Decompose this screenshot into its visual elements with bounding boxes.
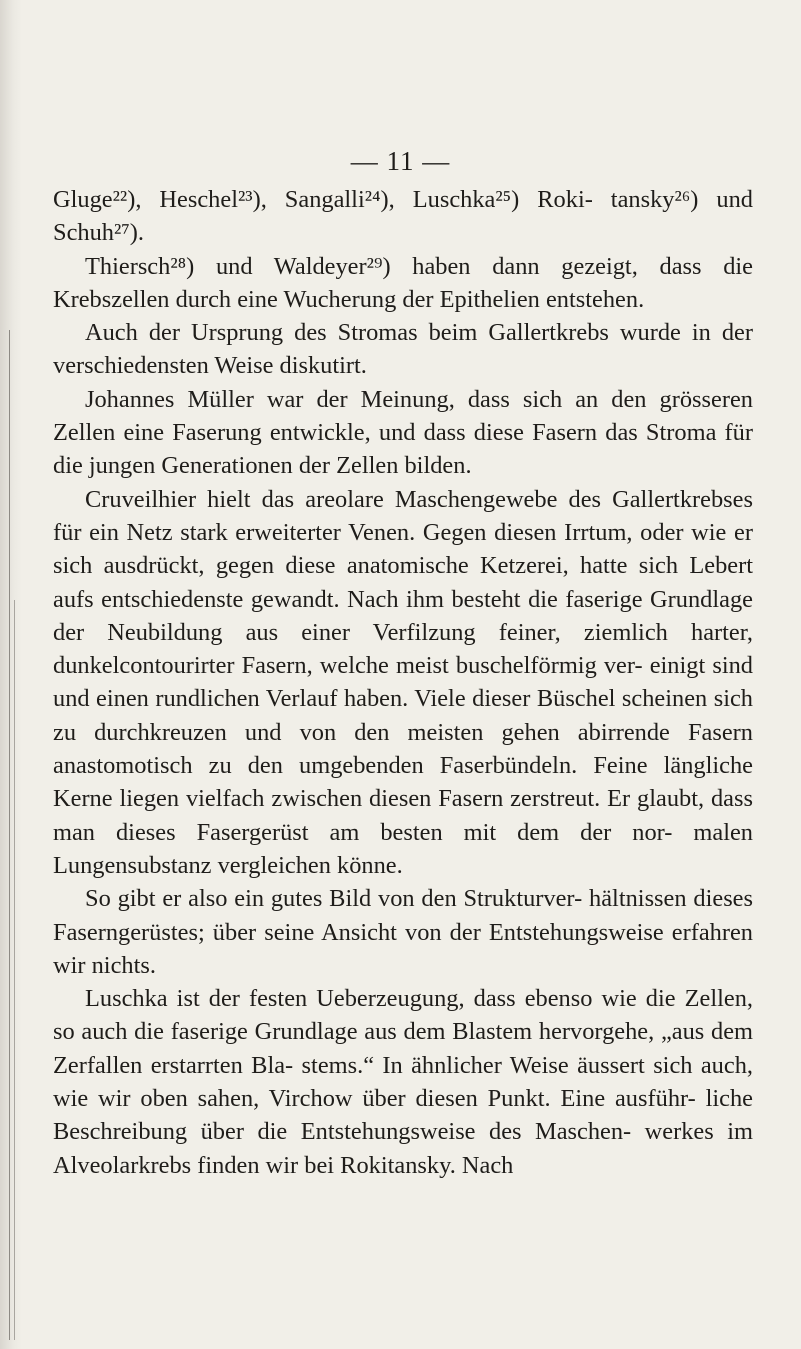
paragraph-cruveilhier: Cruveilhier hielt das areolare Maschengewebe des Gallertkrebses für ein Netz stark erweiterter Venen. Gegen diesen Irrtum, oder wie er sich ausdrückt, gegen diese anatomische Ketzerei, hatte sich Lebert aufs entschiedenste gewandt. Nach ihm besteht die faserige Grundlage der Neubildung aus einer Verfilzung feiner, ziemlich harter, dunkelcontourirter Fasern, welche meist buschelförmig ver- einigt sind und einen rundlichen Verlauf haben. Viele dieser Büschel scheinen sich zu durchkreuzen und von den meisten gehen abirrende Fasern anastomotisch zu den umgebenden Faserbündeln. Feine längliche Kerne liegen vielfach zwischen diesen Fasern zerstreut. Er glaubt, dass man dieses Fasergerüst am besten mit dem der nor- malen Lungensubstanz vergleichen könne. (53, 485, 753, 879)
paragraph-authors: Gluge²²), Heschel²³), Sangalli²⁴), Luschka²⁵) Roki- tansky²⁶) und Schuh²⁷). (53, 186, 753, 247)
paragraph-structure: So gibt er also ein gutes Bild von den Strukturver- hältnissen dieses Faserngerüstes; über seine Ansicht von der Entstehungsweise erfahren wir nichts. (53, 885, 753, 979)
page-number-header: — 11 — (350, 146, 451, 176)
binding-edge-line (9, 330, 10, 1340)
paragraph-thiersch: Thiersch²⁸) und Waldeyer²⁹) haben dann gezeigt, dass die Krebszellen durch eine Wucherung der Epithelien entstehen. (53, 252, 753, 313)
binding-edge-line-secondary (14, 600, 15, 1340)
paragraph-luschka: Luschka ist der festen Ueberzeugung, dass ebenso wie die Zellen, so auch die faserige Grundlage aus dem Blastem hervorgehe, „aus dem Zerfallen erstarrten Bla- stems.“ In ähnlicher Weise äussert sich auch, wie wir oben sahen, Virchow über diesen Punkt. Eine ausführ- liche Beschreibung über die Entstehungsweise des Maschen- werkes im Alveolarkrebs finden wir bei Rokitansky. Nach (53, 985, 753, 1179)
body-text (53, 183, 753, 1182)
paragraph-mueller: Johannes Müller war der Meinung, dass sich an den grösseren Zellen eine Faserung entwickle, und dass diese Fasern das Stroma für die jungen Generationen der Zellen bilden. (53, 385, 753, 480)
page-gutter-shadow (0, 0, 22, 1349)
paragraph-stroma-origin: Auch der Ursprung des Stromas beim Gallertkrebs wurde in der verschiedensten Weise diskutirt. (53, 319, 753, 380)
